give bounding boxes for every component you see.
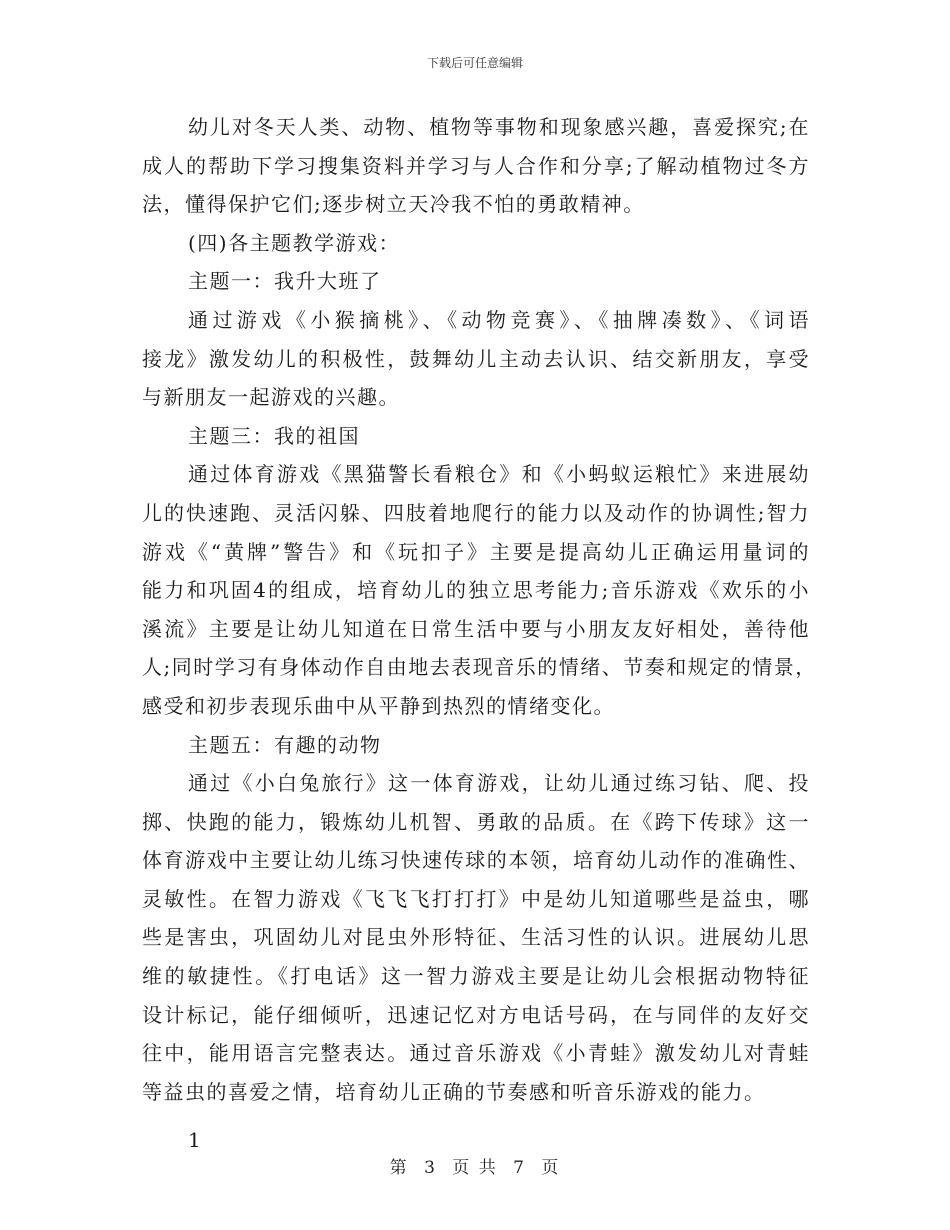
footer-current-page: 3 — [424, 1158, 437, 1178]
text-line: 通过游戏《小猴摘桃》、《动物竞赛》、《抽牌凑数》、《词语 — [188, 307, 810, 332]
text-line: 主题一：我升大班了 — [188, 269, 382, 294]
text-line: 体育游戏中主要让幼儿练习快速传球的本领，培育幼儿动作的准确性、 — [142, 848, 810, 873]
text-line: 设计标记，能仔细倾听，迅速记忆对方电话号码，在与同伴的友好交 — [142, 1002, 810, 1027]
text-line: 通过《小白兔旅行》这一体育游戏，让幼儿通过练习钻、爬、投 — [188, 771, 810, 796]
text-line: 幼儿对冬天人类、动物、植物等事物和现象感兴趣，喜爱探究;在 — [188, 115, 810, 139]
text-line: 往中，能用语言完整表达。通过音乐游戏《小青蛙》激发幼儿对青蛙 — [142, 1041, 810, 1066]
page-header: 下载后可任意编辑 — [426, 56, 523, 70]
text-line: 溪流》主要是让幼儿知道在日常生活中要与小朋友友好相处，善待他 — [142, 616, 810, 641]
text-line: 儿的快速跑、灵活闪躲、四肢着地爬行的能力以及动作的协调性;智力 — [142, 500, 810, 525]
text-line: 与新朋友一起游戏的兴趣。 — [142, 385, 400, 410]
text-line: 主题三：我的祖国 — [188, 423, 360, 448]
text-line: 人;同时学习有身体动作自由地去表现音乐的情绪、节奏和规定的情景， — [142, 655, 817, 680]
text-line: 感受和初步表现乐曲中从平静到热烈的情绪变化。 — [142, 693, 615, 718]
page-footer — [0, 1153, 950, 1178]
text-line: 成人的帮助下学习搜集资料并学习与人合作和分享;了解动植物过冬方 — [142, 153, 810, 178]
text-line: 能力和巩固4的组成，培育幼儿的独立思考能力;音乐游戏《欢乐的小 — [142, 578, 810, 603]
text-line: 游戏《“黄牌”警告》和《玩扣子》主要是提高幼儿正确运用量词的 — [142, 539, 810, 564]
text-line: 法，懂得保护它们;逐步树立天冷我不怕的勇敢精神。 — [142, 192, 645, 217]
text-line: 通过体育游戏《黑猫警长看粮仓》和《小蚂蚁运粮忙》来进展幼 — [188, 462, 810, 487]
text-line: 灵敏性。在智力游戏《飞飞飞打打打》中是幼儿知道哪些是益虫，哪 — [142, 886, 810, 911]
footer-prefix: 第 — [389, 1158, 409, 1178]
footer-total-pages: 7 — [513, 1158, 526, 1178]
footer-mid: 页 共 — [452, 1158, 498, 1178]
footer-suffix: 页 — [541, 1158, 561, 1178]
text-line: 维的敏捷性。《打电话》这一智力游戏主要是让幼儿会根据动物特征 — [142, 964, 810, 989]
text-line: 接龙》激发幼儿的积极性，鼓舞幼儿主动去认识、结交新朋友，享受 — [142, 346, 810, 371]
text-line: 主题五：有趣的动物 — [188, 732, 382, 757]
document-body — [142, 108, 817, 1160]
text-line: 些是害虫，巩固幼儿对昆虫外形特征、生活习性的认识。进展幼儿思 — [142, 925, 810, 950]
inline-page-number: 1 — [188, 1128, 201, 1153]
text-line: (四)各主题教学游戏： — [188, 230, 401, 255]
text-line: 掷、快跑的能力，锻炼幼儿机智、勇敢的品质。在《跨下传球》这一 — [142, 809, 810, 834]
text-line: 等益虫的喜爱之情，培育幼儿正确的节奏感和听音乐游戏的能力。 — [142, 1079, 766, 1104]
